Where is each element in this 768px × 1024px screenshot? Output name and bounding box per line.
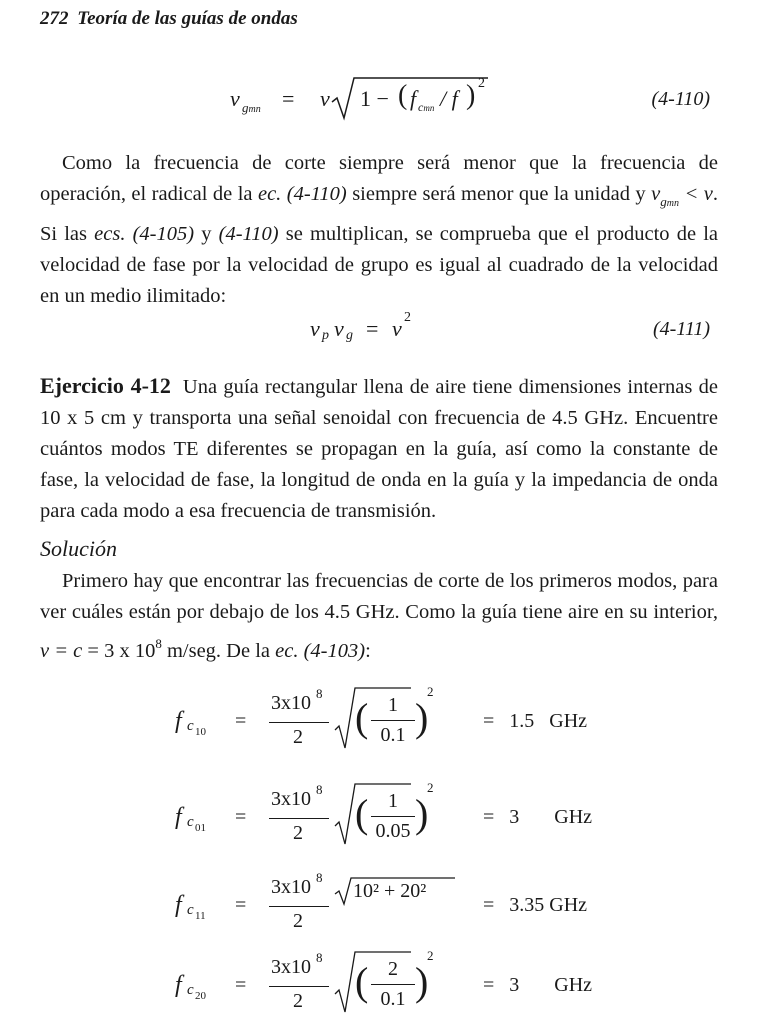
eq-paren-open: (: [398, 80, 408, 111]
equation-ref: (4-110): [281, 183, 347, 205]
text-run: se multiplican, se comprueba que el producto de la velocidad de fase por la velocidad de grupo es igual al cuadrado de la velocidad en un medio ilimitado:: [40, 223, 718, 307]
inner-numerator: 1: [388, 694, 398, 716]
equation-4-110: [230, 76, 720, 122]
inner-denominator: 0.1: [380, 724, 406, 746]
text-run: v = c: [40, 640, 83, 662]
cutoff-symbol: f: [175, 708, 182, 734]
cutoff-c: c: [187, 982, 194, 998]
eq-f-sub: cmn: [418, 100, 435, 114]
text-run: :: [365, 640, 371, 662]
equation-number: (4-110): [651, 88, 710, 110]
cutoff-symbol: f: [175, 972, 182, 998]
eq-power: 2: [404, 310, 411, 325]
fraction-denominator: 2: [293, 726, 303, 748]
fraction-numerator: 3x10: [271, 956, 311, 978]
fraction-denominator: 2: [293, 822, 303, 844]
outer-exponent: 2: [427, 780, 434, 795]
cutoff-symbol: f: [175, 892, 182, 918]
cutoff-result: = 3 GHz: [483, 806, 593, 828]
inner-fraction-bar: [371, 816, 415, 817]
eq-lhs-v: v: [230, 86, 240, 111]
symbol-vg-sub: gmn: [660, 194, 679, 209]
cutoff-equation-10: [175, 686, 655, 756]
inner-numerator: 2: [388, 958, 398, 980]
cutoff-result: = 3.35 GHz: [483, 894, 588, 916]
equals-sign: =: [235, 894, 247, 916]
cutoff-c: c: [187, 902, 194, 918]
text-run: ec.: [275, 640, 299, 662]
eq-f: f: [410, 86, 417, 111]
eq-equals: =: [366, 316, 379, 341]
fraction-numerator: 3x10: [271, 692, 311, 714]
equation-ref: (4-110): [218, 223, 279, 245]
equation-4-111: [310, 312, 720, 348]
eq-slash-f: / f: [440, 86, 458, 111]
paren-open: (: [355, 791, 369, 836]
equals-sign: =: [235, 710, 247, 732]
text-run: Como la frecuencia de corte siempre será menor que la frecuencia de operación, el radical de la: [40, 152, 718, 205]
eq-vp: v: [310, 316, 320, 341]
solution-paragraph: [40, 566, 718, 667]
outer-exponent: 2: [427, 684, 434, 699]
text-run: siempre será menor que la unidad y: [346, 183, 652, 205]
eq-p-sub: p: [322, 328, 329, 343]
cutoff-equation-20: [175, 950, 655, 1020]
exercise-text: Una guía rectangular llena de aire tiene dimensiones internas de 10 x 5 cm y transporta una señal senoidal con frecuencia de 4.5 GHz. Encuentre cuántos modos TE diferentes se propagan en la guía, así como la constante de fase, la velocidad de fase, la longitud de onda en la guía y la impedancia de onda para cada modo a esa frecuencia de transmisión.: [40, 376, 718, 522]
page-number: 272: [40, 8, 69, 29]
paren-close: ): [415, 791, 429, 836]
inner-fraction-bar: [371, 720, 415, 721]
equation-ref: (4-105): [125, 223, 195, 245]
equation-number: (4-111): [652, 318, 710, 340]
exercise-paragraph: [40, 370, 718, 527]
paren-open: (: [355, 695, 369, 740]
cutoff-c: c: [187, 718, 194, 734]
text-run: = 3 x 10: [82, 640, 156, 662]
fraction-bar: [269, 722, 329, 723]
paren-close: ): [415, 959, 429, 1004]
inner-numerator: 1: [388, 790, 398, 812]
text-run: < v: [679, 183, 713, 205]
fraction-denominator: 2: [293, 910, 303, 932]
inner-denominator: 0.1: [380, 988, 406, 1010]
text-run: y: [194, 223, 219, 245]
text-run: . Si las: [40, 183, 718, 245]
cutoff-result: = 3 GHz: [483, 974, 593, 996]
symbol-vg: v: [651, 183, 661, 205]
paragraph-group-velocity: [40, 148, 718, 312]
text-run: m/seg. De la: [161, 640, 276, 662]
radicand: 10² + 20²: [353, 880, 427, 902]
fraction-exponent: 8: [316, 870, 323, 885]
equals-sign: =: [235, 806, 247, 828]
inner-denominator: 0.05: [375, 820, 411, 842]
paren-open: (: [355, 959, 369, 1004]
cutoff-c: c: [187, 814, 194, 830]
eq-rhs: v: [392, 316, 402, 341]
fraction-numerator: 3x10: [271, 788, 311, 810]
eq-lhs-sub: gmn: [242, 100, 261, 115]
inner-fraction-bar: [371, 984, 415, 985]
fraction-exponent: 8: [316, 782, 323, 797]
eq-v: v: [320, 86, 330, 111]
equation-ref: (4-103): [298, 640, 366, 662]
outer-exponent: 2: [427, 948, 434, 963]
cutoff-sub: 01: [195, 822, 206, 834]
cutoff-sub: 10: [195, 726, 206, 738]
fraction-bar: [269, 818, 329, 819]
cutoff-symbol: f: [175, 804, 182, 830]
cutoff-sub: 11: [195, 910, 206, 922]
fraction-denominator: 2: [293, 990, 303, 1012]
eq-power: 2: [478, 76, 485, 91]
eq-vg: v: [334, 316, 344, 341]
text-run: Primero hay que encontrar las frecuencias de corte de los primeros modos, para ver cuáles están por debajo de los 4.5 GHz. Como la guía tiene aire en su interior,: [40, 570, 718, 623]
cutoff-result: = 1.5 GHz: [483, 710, 588, 732]
running-header: [40, 8, 298, 30]
cutoff-equation-11: [175, 870, 655, 940]
cutoff-sub: 20: [195, 990, 206, 1002]
eq-one-minus: 1 −: [360, 86, 389, 111]
fraction-bar: [269, 906, 329, 907]
fraction-exponent: 8: [316, 950, 323, 965]
cutoff-equation-01: [175, 782, 655, 852]
exponent: 8: [155, 636, 162, 651]
equals-sign: =: [235, 974, 247, 996]
text-run: ec.: [257, 183, 282, 205]
exercise-title: Ejercicio 4-12: [40, 373, 171, 398]
eq-g-sub: g: [346, 328, 353, 343]
fraction-bar: [269, 986, 329, 987]
eq-equals: =: [282, 86, 295, 111]
text-run: ecs.: [94, 223, 126, 245]
fraction-numerator: 3x10: [271, 876, 311, 898]
eq-paren-close: ): [466, 80, 476, 111]
solution-heading: Solución: [40, 536, 117, 561]
fraction-exponent: 8: [316, 686, 323, 701]
chapter-title: Teoría de las guías de ondas: [77, 8, 298, 29]
paren-close: ): [415, 695, 429, 740]
